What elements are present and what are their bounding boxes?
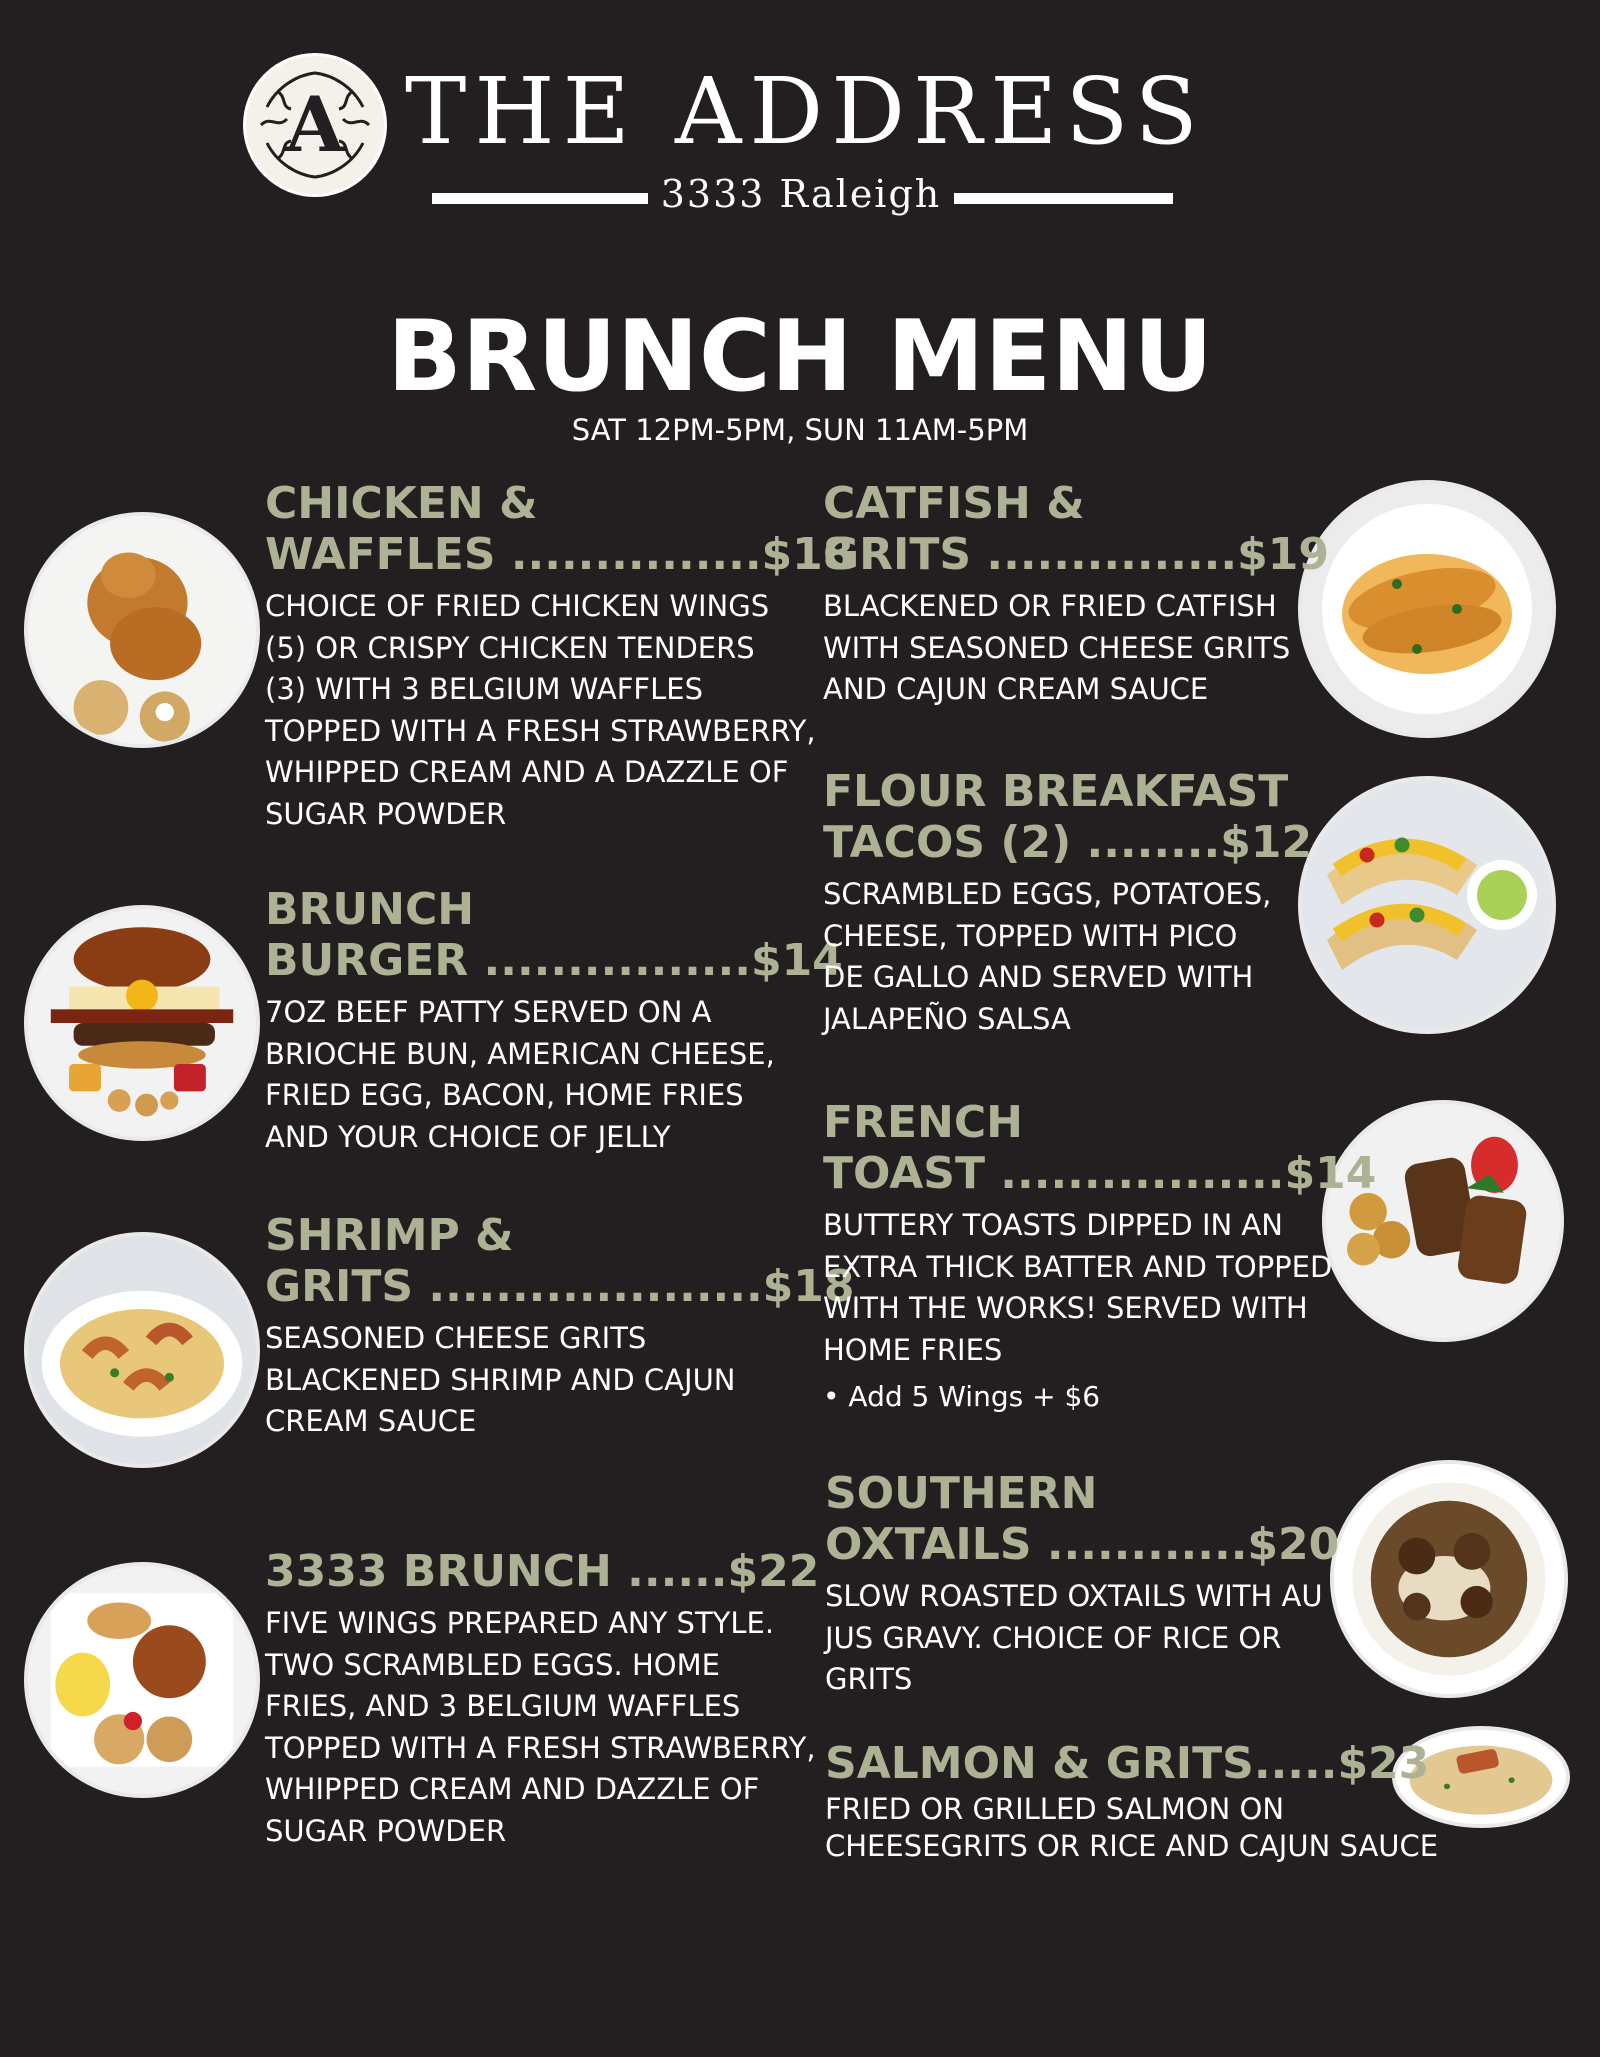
item-description-line: AND YOUR CHOICE OF JELLY [265, 1119, 671, 1154]
item-addon-option: • Add 5 Wings + $6 [823, 1380, 1101, 1413]
item-name-line: CHICKEN & [265, 478, 538, 529]
item-description-line: TOPPED WITH A FRESH STRAWBERRY, [265, 713, 816, 748]
item-description-line: FRIED EGG, BACON, HOME FRIES [265, 1078, 744, 1112]
item-description [823, 1205, 1376, 1371]
item-description-line: JALAPEÑO SALSA [823, 1001, 1071, 1036]
item-description-line: CHEESEGRITS OR RICE AND CAJUN SAUCE [825, 1829, 1439, 1863]
item-description-line: WITH THE WORKS! SERVED WITH [823, 1291, 1308, 1325]
catfish-and-grits-photo [1298, 480, 1556, 738]
menu-item-breakfast-tacos [823, 766, 1312, 1040]
item-description-line: JUS GRAVY. CHOICE OF RICE OR [825, 1620, 1282, 1655]
breakfast-tacos-photo [1298, 776, 1556, 1034]
item-description [825, 1576, 1339, 1701]
item-name-line: BRUNCH [265, 884, 475, 935]
item-name-line: SOUTHERN [825, 1468, 1098, 1519]
item-name-price-line: GRITS ....................$18 [265, 1261, 855, 1312]
southern-oxtails-photo [1330, 1460, 1568, 1698]
item-description-line: SEASONED CHEESE GRITS [265, 1321, 647, 1355]
item-description [265, 1318, 855, 1443]
item-description-line: SLOW ROASTED OXTAILS WITH AU [825, 1579, 1323, 1613]
logo-emblem [243, 53, 387, 197]
item-description-line: WITH SEASONED CHEESE GRITS [823, 630, 1291, 665]
item-description-line: BRIOCHE BUN, AMERICAN CHEESE, [265, 1036, 775, 1071]
item-description [265, 586, 853, 835]
menu-item-catfish-and-grits [823, 478, 1329, 711]
menu-item-chicken-and-waffles [265, 478, 853, 835]
item-description [823, 586, 1329, 711]
item-description-line: SUGAR POWDER [265, 1813, 507, 1848]
item-name-price-line: TACOS (2) ........$12 [823, 817, 1313, 868]
header-rule-left [432, 193, 648, 204]
item-name-price-line: OXTAILS ............$20 [825, 1519, 1340, 1570]
item-description-line: FRIES, AND 3 BELGIUM WAFFLES [265, 1689, 741, 1723]
item-description-line: GRITS [825, 1662, 913, 1696]
item-description-line: WHIPPED CREAM AND DAZZLE OF [265, 1772, 760, 1806]
item-description-line: TOPPED WITH A FRESH STRAWBERRY, [265, 1730, 816, 1765]
item-name-line: FRENCH [823, 1097, 1023, 1148]
item-name-line: CATFISH & [823, 478, 1085, 529]
item-name-price-line: SALMON & GRITS.....$23 [825, 1738, 1430, 1789]
header-rule-right [954, 193, 1173, 204]
item-description-line: (3) WITH 3 BELGIUM WAFFLES [265, 672, 703, 706]
3333-brunch-photo [24, 1562, 260, 1798]
item-description-line: SUGAR POWDER [265, 796, 507, 831]
svg-text:A: A [285, 80, 345, 169]
item-description-line: AND CAJUN CREAM SAUCE [823, 672, 1209, 706]
item-description-line: WHIPPED CREAM AND A DAZZLE OF [265, 755, 789, 789]
item-description-line: BUTTERY TOASTS DIPPED IN AN [823, 1208, 1283, 1242]
item-name-price-line: GRITS ...............$19 [823, 529, 1329, 580]
item-description [265, 992, 843, 1158]
item-description-line: SCRAMBLED EGGS, POTATOES, [823, 877, 1272, 911]
item-description [823, 874, 1312, 1040]
item-name-line: SHRIMP & [265, 1210, 514, 1261]
item-name-price-line: TOAST .................$14 [823, 1148, 1377, 1199]
item-description-line: FRIED OR GRILLED SALMON ON [825, 1792, 1285, 1826]
item-description-line: EXTRA THICK BATTER AND TOPPED [823, 1249, 1333, 1284]
chicken-and-waffles-photo [24, 512, 260, 748]
shrimp-and-grits-photo [24, 1232, 260, 1468]
menu-item-southern-oxtails [825, 1468, 1339, 1701]
brand-location: 3333 Raleigh [660, 172, 942, 216]
item-description-line: FIVE WINGS PREPARED ANY STYLE. [265, 1606, 775, 1640]
menu-item-salmon-and-grits [825, 1738, 1438, 1865]
item-description-line: CHOICE OF FRIED CHICKEN WINGS [265, 589, 770, 623]
item-description-line: DE GALLO AND SERVED WITH [823, 960, 1254, 994]
item-name-line: FLOUR BREAKFAST [823, 766, 1289, 817]
page-title: BRUNCH MENU [387, 300, 1213, 414]
menu-item-brunch-burger [265, 884, 843, 1158]
item-name-price-line: 3333 BRUNCH ......$22 [265, 1546, 820, 1597]
item-description [825, 1791, 1438, 1865]
item-description-line: TWO SCRAMBLED EGGS. HOME [265, 1647, 720, 1682]
item-description-line: (5) OR CRISPY CHICKEN TENDERS [265, 630, 755, 665]
item-description-line: 7OZ BEEF PATTY SERVED ON A [265, 995, 712, 1029]
brunch-hours: SAT 12PM-5PM, SUN 11AM-5PM [571, 413, 1029, 447]
menu-item-3333-brunch [265, 1546, 819, 1852]
logo-a-monogram-icon [247, 57, 383, 193]
menu-item-french-toast [823, 1097, 1376, 1417]
item-description-line: BLACKENED OR FRIED CATFISH [823, 589, 1277, 623]
item-name-price-line: BURGER ................$14 [265, 935, 843, 986]
brunch-burger-photo [24, 905, 260, 1141]
item-description-line: BLACKENED SHRIMP AND CAJUN [265, 1362, 736, 1397]
item-description-line: HOME FRIES [823, 1332, 1003, 1367]
menu-item-shrimp-and-grits [265, 1210, 855, 1443]
item-name-price-line: WAFFLES ...............$18 [265, 529, 854, 580]
item-description-line: CHEESE, TOPPED WITH PICO [823, 918, 1238, 953]
brand-name: THE ADDRESS [405, 58, 1206, 165]
item-description-line: CREAM SAUCE [265, 1404, 477, 1438]
item-description [265, 1603, 819, 1852]
